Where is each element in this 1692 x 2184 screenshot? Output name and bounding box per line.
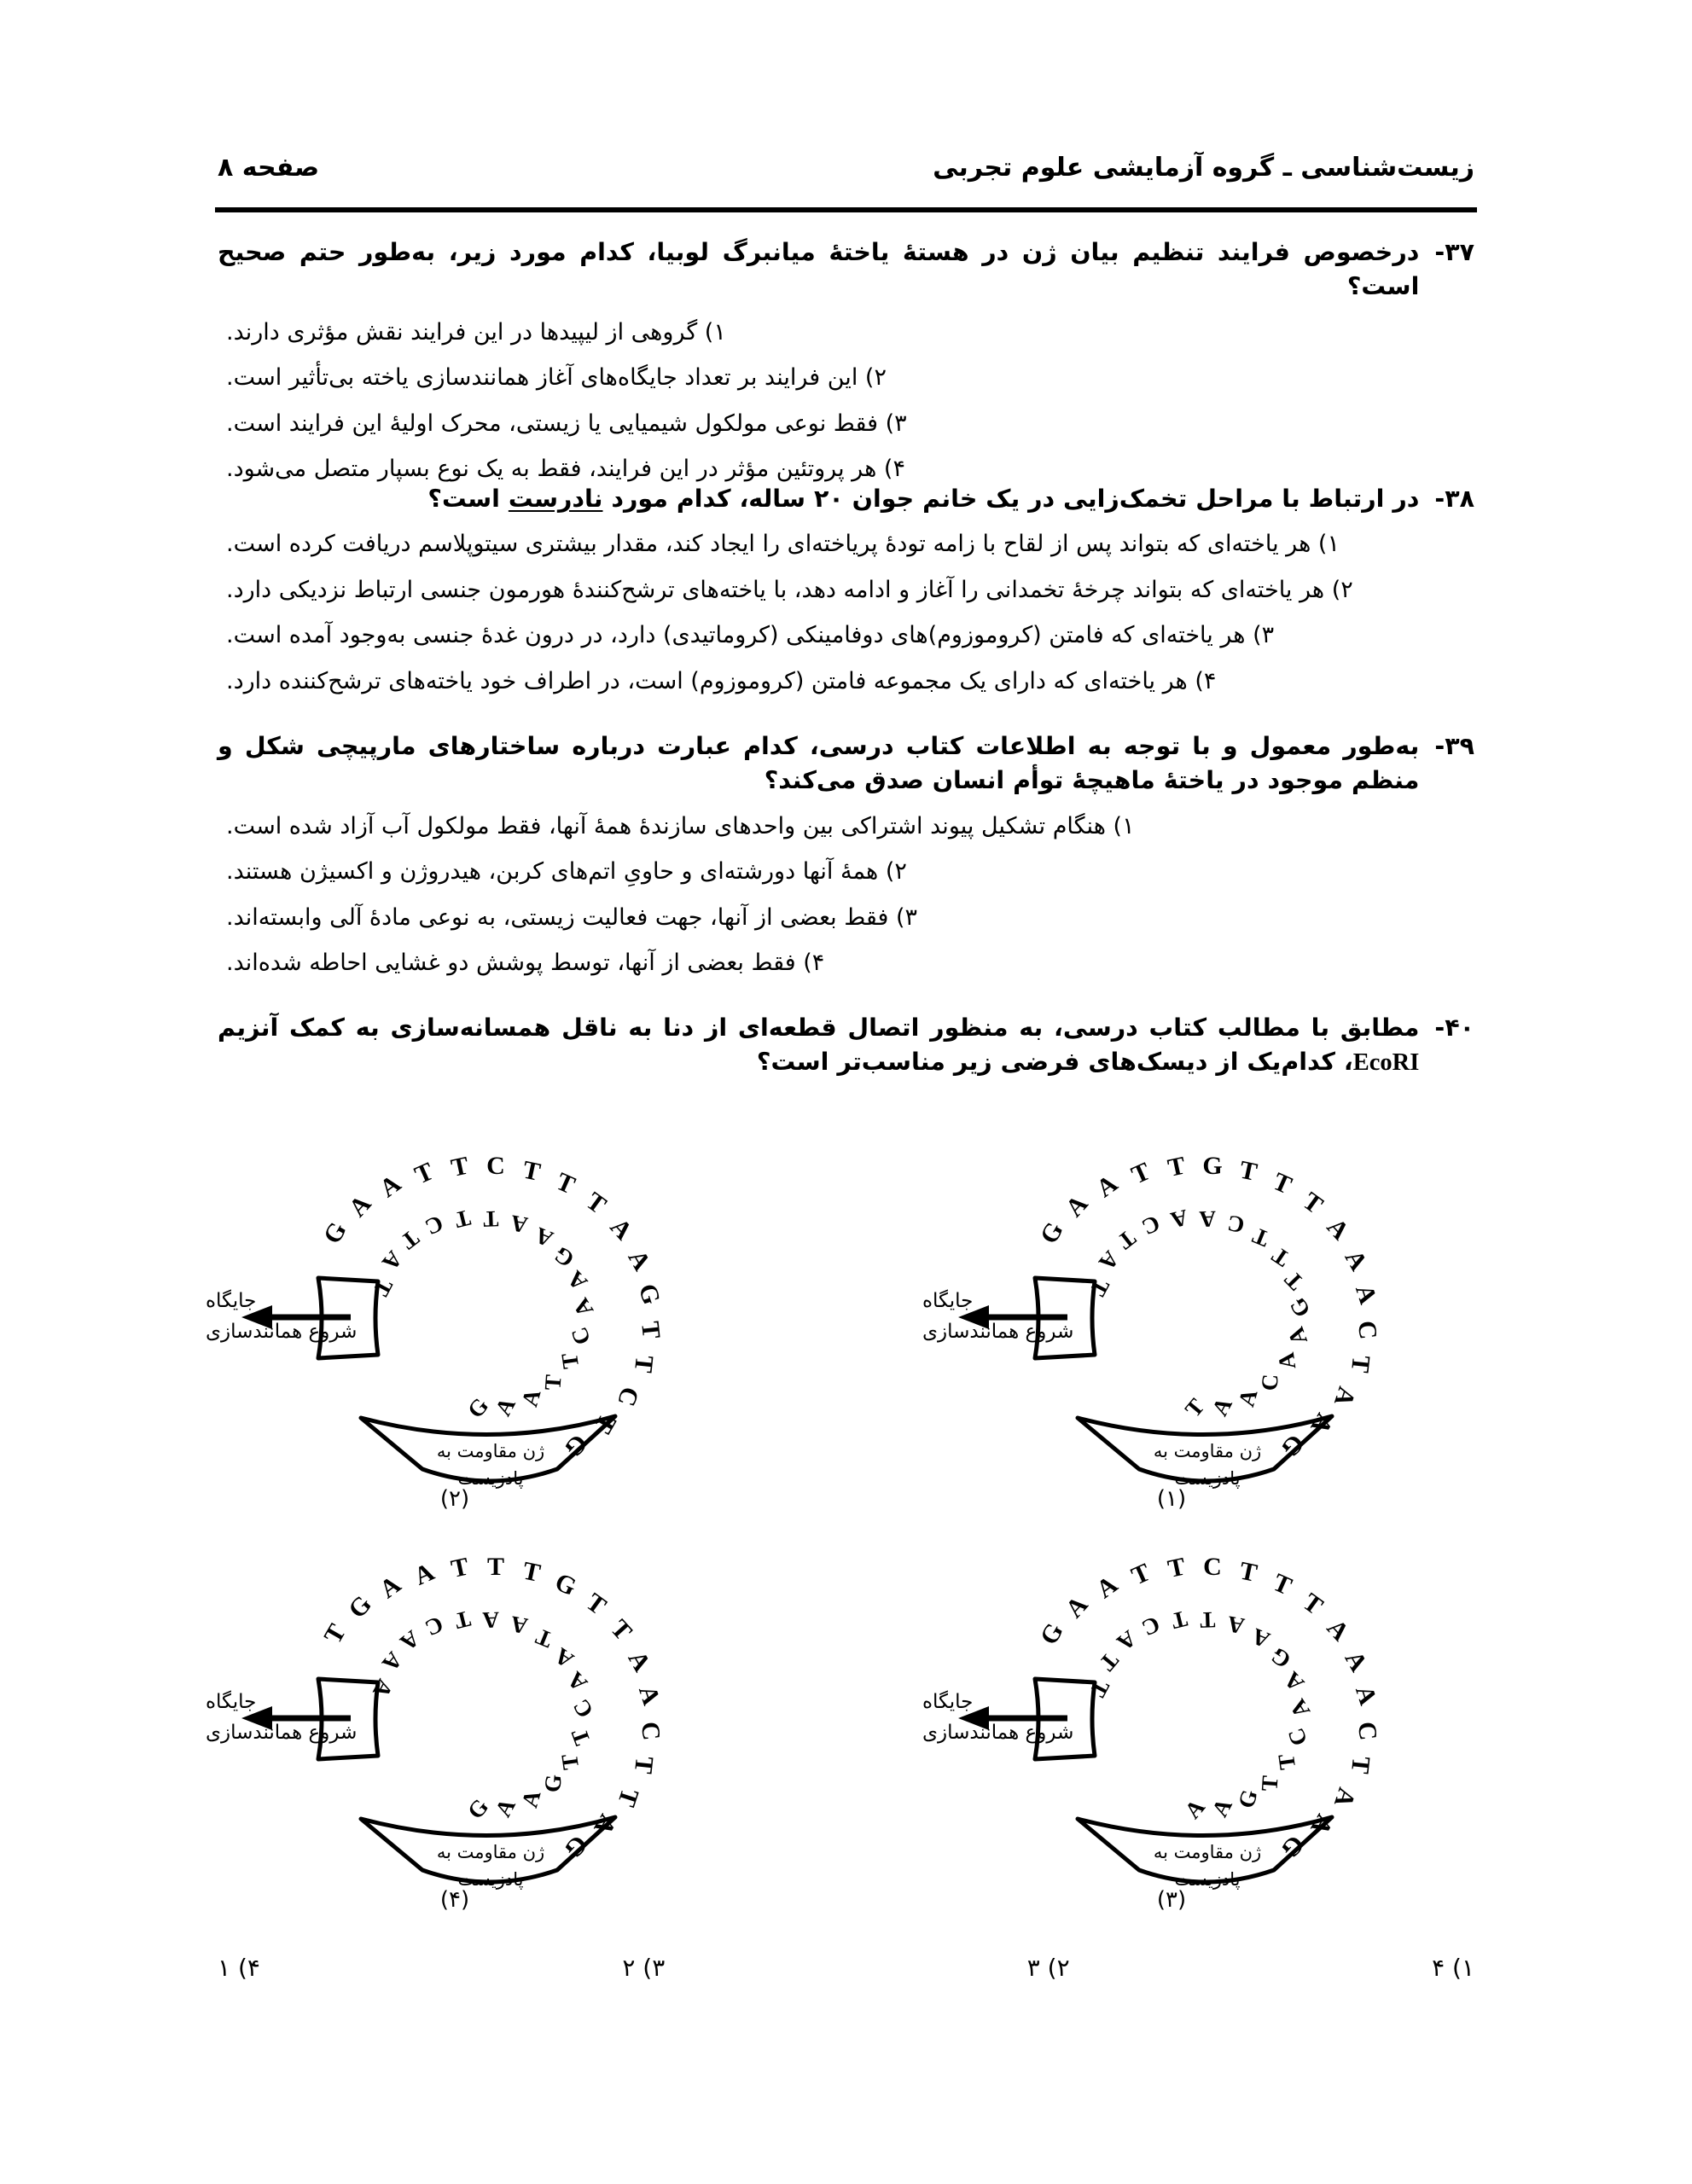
plasmid-diagram-1 xyxy=(822,1135,1521,1536)
svg-text:C: C xyxy=(566,1323,596,1349)
svg-text:T: T xyxy=(1297,1187,1329,1220)
question-38-option-1[interactable] xyxy=(218,527,1474,562)
svg-text:A: A xyxy=(622,1646,656,1676)
svg-text:A: A xyxy=(1284,1694,1316,1722)
svg-text:A: A xyxy=(1339,1646,1373,1676)
plasmid-svg-1 xyxy=(822,1135,1521,1502)
question-38-option-4[interactable] xyxy=(218,665,1474,700)
svg-text:G: G xyxy=(1034,1618,1069,1650)
question-39-head xyxy=(218,729,1474,799)
svg-text:T: T xyxy=(448,1552,472,1583)
svg-text:T: T xyxy=(1084,1676,1115,1702)
enzyme-name: EcoRI xyxy=(1352,1049,1420,1077)
plasmid-svg-3 xyxy=(822,1536,1521,1902)
svg-text:A: A xyxy=(622,1245,656,1275)
svg-text:T: T xyxy=(552,1167,579,1200)
svg-text:T: T xyxy=(580,1588,612,1621)
question-40-stem-post: ، کدام‌یک از دیسک‌های فرضی زیر مناسب‌تر است؟ xyxy=(756,1048,1353,1077)
svg-text:T: T xyxy=(1267,1241,1294,1272)
gene-label-line2-2: پادزیست xyxy=(457,1468,524,1489)
svg-text:T: T xyxy=(1236,1556,1260,1588)
svg-text:G: G xyxy=(342,1589,378,1624)
question-39-option-4[interactable] xyxy=(218,946,1474,981)
svg-text:T: T xyxy=(368,1275,398,1301)
svg-text:A: A xyxy=(1206,1794,1237,1821)
figure-caption-1: (۱) xyxy=(1156,1486,1187,1512)
svg-text:T: T xyxy=(1127,1558,1154,1591)
svg-text:A: A xyxy=(1321,1613,1355,1647)
svg-text:T: T xyxy=(1094,1647,1125,1676)
gene-label-line1-3: ژن مقاومت به xyxy=(1153,1842,1262,1862)
question-38-stem-emphasis: نادرست xyxy=(508,485,603,513)
svg-text:A: A xyxy=(1168,1204,1191,1234)
svg-text:A: A xyxy=(374,1169,406,1204)
question-38-number: ۳۸- xyxy=(1434,485,1474,513)
option-text: ۲) این فرایند بر تعداد جایگاه‌های آغاز همانندسازی یاخته بی‌تأثیر است. xyxy=(226,364,887,392)
svg-text:A: A xyxy=(1339,1245,1373,1275)
svg-text:T: T xyxy=(588,1409,622,1438)
svg-text:T: T xyxy=(1168,1605,1190,1635)
svg-text:T: T xyxy=(1272,1752,1301,1772)
svg-text:A: A xyxy=(1090,1169,1123,1204)
svg-text:T: T xyxy=(1269,1167,1296,1200)
svg-text:T: T xyxy=(451,1605,474,1635)
ori-box-2 xyxy=(241,1278,378,1358)
question-40-option-4[interactable]: ۴) ۱ xyxy=(218,1954,260,1982)
question-37-head xyxy=(218,235,1474,305)
svg-text:C: C xyxy=(567,1694,599,1722)
svg-text:A: A xyxy=(1349,1682,1383,1709)
inner-bases-4 xyxy=(368,1606,598,1824)
question-39-option-3[interactable] xyxy=(218,901,1474,936)
question-39 xyxy=(218,729,1474,981)
question-38-head xyxy=(218,482,1474,516)
svg-text:T: T xyxy=(1279,1266,1309,1296)
ori-box-1 xyxy=(958,1278,1095,1358)
svg-text:A: A xyxy=(1328,1784,1362,1811)
svg-text:A: A xyxy=(1094,1246,1125,1275)
svg-text:G: G xyxy=(1275,1829,1311,1864)
svg-text:T: T xyxy=(451,1204,474,1234)
question-40-option-2[interactable]: ۲) ۳ xyxy=(1026,1954,1070,1982)
svg-text:G: G xyxy=(1265,1642,1296,1674)
svg-text:A: A xyxy=(1090,1570,1123,1605)
svg-text:G: G xyxy=(558,1829,594,1864)
option-text: ۴) هر پروتئین مؤثر در این فرایند، فقط به یک نوع بسپار متصل می‌شود. xyxy=(226,456,905,483)
plasmid-diagram-4 xyxy=(105,1536,805,1937)
question-40 xyxy=(218,1011,1474,1081)
svg-text:G: G xyxy=(1034,1217,1069,1249)
svg-text:G: G xyxy=(1284,1292,1316,1322)
question-40-head xyxy=(218,1011,1474,1081)
svg-text:A: A xyxy=(604,1212,638,1246)
svg-text:A: A xyxy=(588,1809,622,1840)
ori-label-line2-3: شروع همانندسازی xyxy=(922,1722,1074,1744)
option-text: ۲) هر یاخته‌ای که بتواند چرخهٔ تخمدانی را آغاز و ادامه دهد، با یاخته‌های ترشح‌کنندهٔ هورمون جنسی ارتباط نزدیکی دارد. xyxy=(226,576,1353,603)
svg-text:G: G xyxy=(462,1392,494,1423)
question-38-option-3[interactable] xyxy=(218,619,1474,653)
question-38 xyxy=(218,482,1474,699)
svg-text:T: T xyxy=(1269,1568,1296,1601)
svg-text:C: C xyxy=(1352,1319,1382,1341)
svg-text:T: T xyxy=(1165,1552,1189,1583)
option-text: ۳) فقط نوعی مولکول شیمیایی یا زیستی، محرک اولیهٔ این فرایند است. xyxy=(226,410,907,437)
svg-text:T: T xyxy=(482,1205,499,1233)
svg-text:A: A xyxy=(1206,1393,1237,1420)
svg-text:T: T xyxy=(1297,1588,1329,1621)
svg-text:T: T xyxy=(448,1151,472,1182)
gene-label-line1-2: ژن مقاومت به xyxy=(436,1441,545,1461)
svg-text:C: C xyxy=(421,1611,448,1641)
option-text: ۴) هر یاخته‌ای که دارای یک مجموعه فامتن (کروموزوم) است، در اطراف خود یاخته‌های ترشح‌کننده دارد. xyxy=(226,667,1217,694)
svg-text:A: A xyxy=(561,1265,593,1296)
svg-text:C: C xyxy=(1282,1724,1312,1750)
question-40-stem xyxy=(218,1011,1419,1081)
ori-label-line2-2: شروع همانندسازی xyxy=(206,1321,358,1343)
plasmid-diagram-3 xyxy=(822,1536,1521,1937)
svg-text:T: T xyxy=(1248,1223,1273,1252)
svg-text:A: A xyxy=(1060,1590,1094,1623)
svg-text:T: T xyxy=(1256,1774,1283,1792)
question-40-option-1[interactable]: ۱) ۴ xyxy=(1432,1954,1474,1982)
svg-text:T: T xyxy=(1199,1606,1216,1634)
svg-text:T: T xyxy=(1236,1155,1260,1187)
gene-label-line2-4: پادزیست xyxy=(457,1869,524,1890)
svg-text:A: A xyxy=(395,1625,425,1656)
svg-text:C: C xyxy=(1256,1373,1283,1392)
ori-label-line1-3: جایگاه xyxy=(922,1691,974,1713)
svg-text:T: T xyxy=(628,1354,659,1374)
gene-label-line1-4: ژن مقاومت به xyxy=(436,1842,545,1862)
svg-text:G: G xyxy=(317,1217,352,1249)
svg-text:A: A xyxy=(374,1570,406,1605)
plasmid-diagram-2 xyxy=(105,1135,805,1536)
svg-text:A: A xyxy=(1305,1809,1339,1840)
svg-text:A: A xyxy=(377,1246,408,1275)
svg-text:A: A xyxy=(490,1393,520,1420)
svg-text:T: T xyxy=(1345,1755,1375,1775)
question-37 xyxy=(218,235,1474,487)
header-divider xyxy=(215,207,1477,212)
subject-title: زیست‌شناسی ـ گروه آزمایشی علوم تجربی xyxy=(933,153,1474,183)
figure-caption-2: (۲) xyxy=(439,1486,470,1512)
ori-box-4 xyxy=(241,1679,378,1759)
svg-text:C: C xyxy=(635,1720,666,1742)
svg-text:C: C xyxy=(1137,1210,1165,1240)
svg-text:A: A xyxy=(1321,1212,1355,1246)
inner-bases-1 xyxy=(1084,1205,1315,1422)
svg-text:T: T xyxy=(605,1614,638,1647)
svg-text:T: T xyxy=(555,1351,584,1371)
svg-text:A: A xyxy=(1272,1350,1301,1371)
svg-text:A: A xyxy=(516,1787,546,1811)
svg-text:A: A xyxy=(368,1675,398,1702)
svg-text:T: T xyxy=(628,1755,659,1775)
svg-text:G: G xyxy=(550,1567,581,1602)
svg-text:G: G xyxy=(1202,1152,1223,1180)
svg-text:A: A xyxy=(1349,1281,1383,1308)
svg-text:T: T xyxy=(520,1155,544,1187)
svg-text:T: T xyxy=(486,1553,505,1581)
svg-text:A: A xyxy=(1305,1409,1339,1439)
question-40-option-3[interactable]: ۳) ۲ xyxy=(622,1954,666,1982)
svg-text:A: A xyxy=(1278,1666,1310,1697)
svg-text:A: A xyxy=(549,1642,579,1674)
question-40-stem-pre: مطابق با مطالب کتاب درسی، به منظور اتصال قطعه‌ای از دنا به ناقل همسانه‌سازی به کمک آنزیم xyxy=(218,1014,1420,1042)
svg-text:T: T xyxy=(539,1374,567,1391)
svg-text:G: G xyxy=(1275,1428,1311,1463)
svg-text:T: T xyxy=(410,1157,438,1190)
svg-text:A: A xyxy=(482,1606,500,1634)
gene-label-line1-1: ژن مقاومت به xyxy=(1153,1441,1262,1461)
option-text: ۴) فقط بعضی از آنها، توسط پوشش دو غشایی احاطه شده‌اند. xyxy=(226,950,825,977)
svg-text:T: T xyxy=(635,1320,666,1340)
figure-caption-4: (۴) xyxy=(439,1887,470,1913)
question-39-option-2[interactable] xyxy=(218,855,1474,890)
svg-text:T: T xyxy=(318,1619,352,1649)
svg-text:T: T xyxy=(1127,1157,1154,1190)
svg-text:A: A xyxy=(1225,1611,1247,1640)
plasmid-svg-4 xyxy=(105,1536,805,1902)
svg-text:A: A xyxy=(1179,1794,1210,1824)
plasmid-figure-group xyxy=(102,1135,1590,1945)
svg-text:G: G xyxy=(462,1793,494,1824)
option-text: ۱) هر یاخته‌ای که بتواند پس از لقاح با زامه تودهٔ پریاخته‌ای را ایجاد کند، مقدار بیشتری سیتوپلاسم دریافت کرده است. xyxy=(226,531,1340,558)
page-header xyxy=(218,143,1474,183)
svg-text:C: C xyxy=(486,1152,505,1180)
svg-text:A: A xyxy=(509,1611,530,1640)
question-37-option-1[interactable] xyxy=(218,316,1474,351)
svg-text:T: T xyxy=(1113,1224,1141,1255)
question-38-option-2[interactable] xyxy=(218,573,1474,608)
question-38-stem-post: است؟ xyxy=(427,485,509,513)
question-39-option-1[interactable] xyxy=(218,810,1474,845)
svg-text:A: A xyxy=(1060,1189,1094,1223)
question-39-stem: به‌طور معمول و با توجه به اطلاعات کتاب درسی، کدام عبارت درباره ساختارهای مارپیچی شکل و منظم موجود در یاختهٔ ماهیچهٔ توأم انسان صدق می‌کند؟ xyxy=(218,732,1420,795)
svg-text:C: C xyxy=(1352,1720,1382,1742)
question-37-stem: درخصوص فرایند تنظیم بیان ژن در هستهٔ یاختهٔ میانبرگ لوبیا، کدام مورد زیر، به‌طور حتم صحیح است؟ xyxy=(218,238,1420,301)
svg-text:A: A xyxy=(561,1666,593,1697)
svg-text:G: G xyxy=(558,1428,594,1463)
svg-text:A: A xyxy=(516,1386,546,1410)
ori-box-3 xyxy=(958,1679,1095,1759)
question-40-answer-row xyxy=(218,1954,1474,1982)
svg-text:A: A xyxy=(1199,1205,1217,1233)
svg-text:A: A xyxy=(377,1647,408,1676)
figure-caption-3: (۳) xyxy=(1156,1887,1187,1913)
question-38-stem xyxy=(218,482,1419,516)
svg-text:A: A xyxy=(410,1557,439,1591)
option-text: ۳) هر یاخته‌ای که فامتن (کروموزوم)های دوفامینکی (کروماتیدی) دارد، در درون غدهٔ جنسی به‌وجود آمده است. xyxy=(226,622,1275,649)
svg-text:A: A xyxy=(509,1210,530,1239)
ori-label-line2-1: شروع همانندسازی xyxy=(922,1321,1074,1343)
ori-label-line1-2: جایگاه xyxy=(206,1290,257,1312)
svg-text:T: T xyxy=(1345,1354,1375,1374)
question-37-number: ۳۷- xyxy=(1434,238,1474,266)
svg-text:T: T xyxy=(396,1224,424,1255)
svg-text:C: C xyxy=(611,1383,645,1410)
svg-text:C: C xyxy=(1203,1553,1222,1581)
option-text: ۳) فقط بعضی از آنها، جهت فعالیت زیستی، به نوعی مادهٔ آلی وابسته‌اند. xyxy=(226,903,918,931)
svg-text:A: A xyxy=(1233,1386,1263,1410)
svg-text:A: A xyxy=(1282,1323,1312,1349)
svg-text:T: T xyxy=(566,1725,596,1749)
option-text: ۲) همهٔ آنها دورشته‌ای و حاویِ اتم‌های کربن، هیدروژن و اکسیژن هستند. xyxy=(226,858,907,886)
svg-text:T: T xyxy=(1179,1393,1210,1422)
question-37-option-3[interactable] xyxy=(218,407,1474,442)
page-number-label: صفحه ۸ xyxy=(218,153,320,183)
gene-label-line2-1: پادزیست xyxy=(1174,1468,1241,1489)
svg-text:G: G xyxy=(539,1773,567,1793)
svg-text:A: A xyxy=(632,1682,666,1709)
plasmid-svg-2 xyxy=(105,1135,805,1502)
svg-text:T: T xyxy=(580,1187,612,1220)
svg-text:T: T xyxy=(555,1752,584,1772)
svg-text:C: C xyxy=(421,1210,448,1240)
svg-text:T: T xyxy=(532,1623,556,1653)
svg-text:A: A xyxy=(1112,1625,1142,1656)
question-40-number: ۴۰- xyxy=(1434,1014,1474,1042)
svg-text:A: A xyxy=(1247,1623,1274,1653)
question-38-stem-pre: در ارتباط با مراحل تخمک‌زایی در یک خانم جوان ۲۰ ساله، کدام مورد xyxy=(602,485,1420,513)
svg-text:C: C xyxy=(1137,1611,1165,1641)
question-37-option-2[interactable] xyxy=(218,361,1474,396)
inner-bases-2 xyxy=(368,1205,598,1423)
inner-bases-3 xyxy=(1084,1606,1315,1823)
svg-text:T: T xyxy=(520,1556,544,1588)
svg-text:G: G xyxy=(1233,1786,1263,1811)
svg-text:T: T xyxy=(1165,1151,1189,1182)
option-text: ۱) هنگام تشکیل پیوند اشتراکی بین واحدهای سازندهٔ همهٔ آنها، فقط مولکول آب آزاد شده است. xyxy=(226,812,1135,839)
svg-text:A: A xyxy=(567,1293,599,1321)
svg-text:A: A xyxy=(1328,1383,1362,1410)
ori-label-line2-4: شروع همانندسازی xyxy=(206,1722,358,1744)
svg-text:A: A xyxy=(531,1222,557,1252)
svg-text:G: G xyxy=(549,1241,579,1273)
svg-text:C: C xyxy=(1225,1210,1247,1239)
gene-label-line2-3: پادزیست xyxy=(1174,1869,1241,1890)
question-39-number: ۳۹- xyxy=(1434,732,1474,760)
ori-label-line1-1: جایگاه xyxy=(922,1290,974,1312)
svg-text:A: A xyxy=(490,1794,520,1821)
svg-text:T: T xyxy=(1084,1275,1115,1301)
svg-text:G: G xyxy=(632,1280,666,1309)
svg-text:A: A xyxy=(343,1189,377,1223)
ori-label-line1-4: جایگاه xyxy=(206,1691,257,1713)
option-text: ۱) گروهی از لیپیدها در این فرایند نقش مؤثری دارند. xyxy=(226,318,726,346)
svg-text:T: T xyxy=(612,1785,644,1810)
